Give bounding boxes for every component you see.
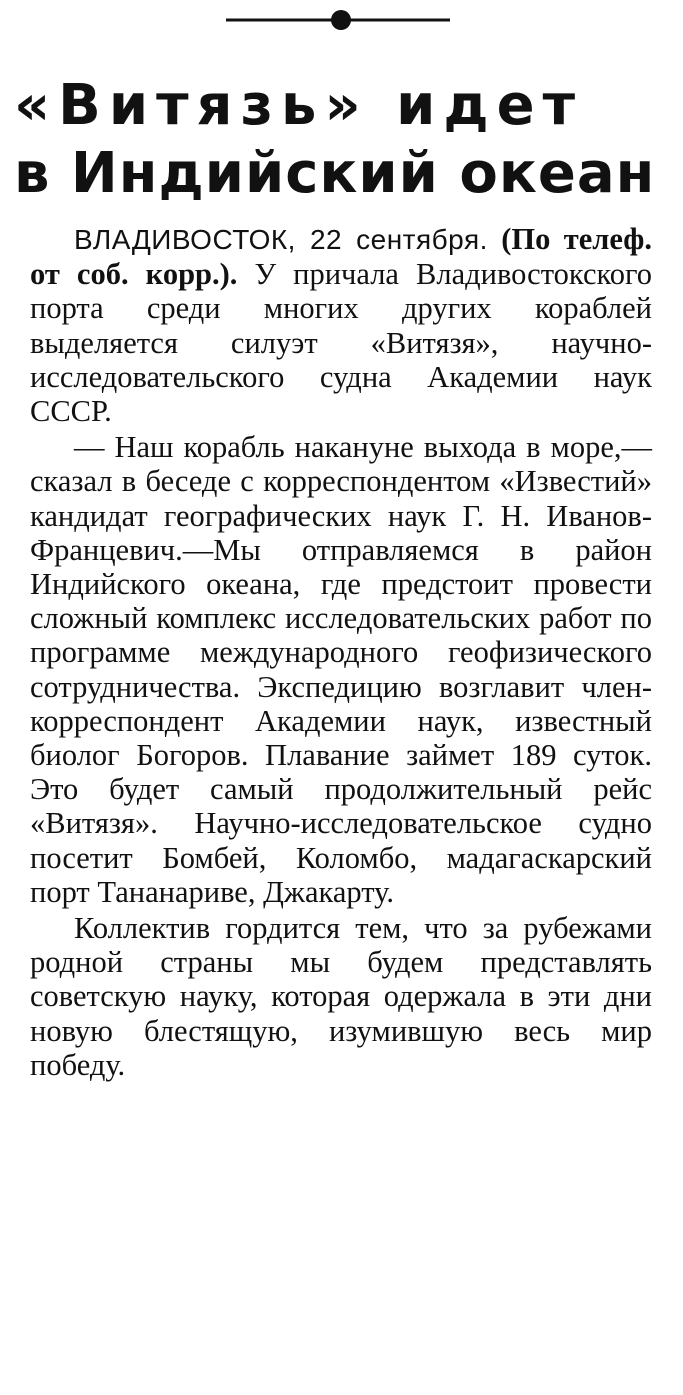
source-note: (По телеф. от соб. корр.). <box>30 222 653 292</box>
article-paragraph-3: Коллектив гордится тем, что за рубежами родной страны мы будем представлять советскую науку, которая одержала в эти дни новую блестящую, изумившую весь мир победу. <box>30 911 652 1082</box>
headline-line-2: в Индийский океан <box>14 141 656 206</box>
article-headline <box>14 72 669 208</box>
paragraph-1-text: У причала Владивостокского порта среди многих других кораблей выделяется силуэт «Витязя», научно-исследовательского судна Академии наук СССР. <box>30 257 652 429</box>
divider-ornament <box>0 6 683 34</box>
divider-dot <box>331 10 351 30</box>
headline-line-1: «Витязь» идет <box>14 73 584 138</box>
article-paragraph-1 <box>30 222 652 428</box>
article-body <box>30 222 652 1082</box>
article-paragraph-2: — Наш корабль накануне выхода в море,— сказал в беседе с корреспондентом «Известий» кандидат географических наук Г. Н. Иванов-Францевич.—Мы отправляемся в район Индийского океана, где предстоит провести сложный комплекс исследовательских работ по программе международного геофизического сотрудничества. Экспедицию возглавит член-корреспондент Академии наук, известный биолог Богоров. Плавание займет 189 суток. Это будет самый продолжительный рейс «Витязя». Научно-исследовательское судно посетит Бомбей, Коломбо, мадагаскарский порт Тананариве, Джакарту. <box>30 430 652 909</box>
dateline: ВЛАДИВОСТОК, 22 сентября. <box>74 224 488 255</box>
